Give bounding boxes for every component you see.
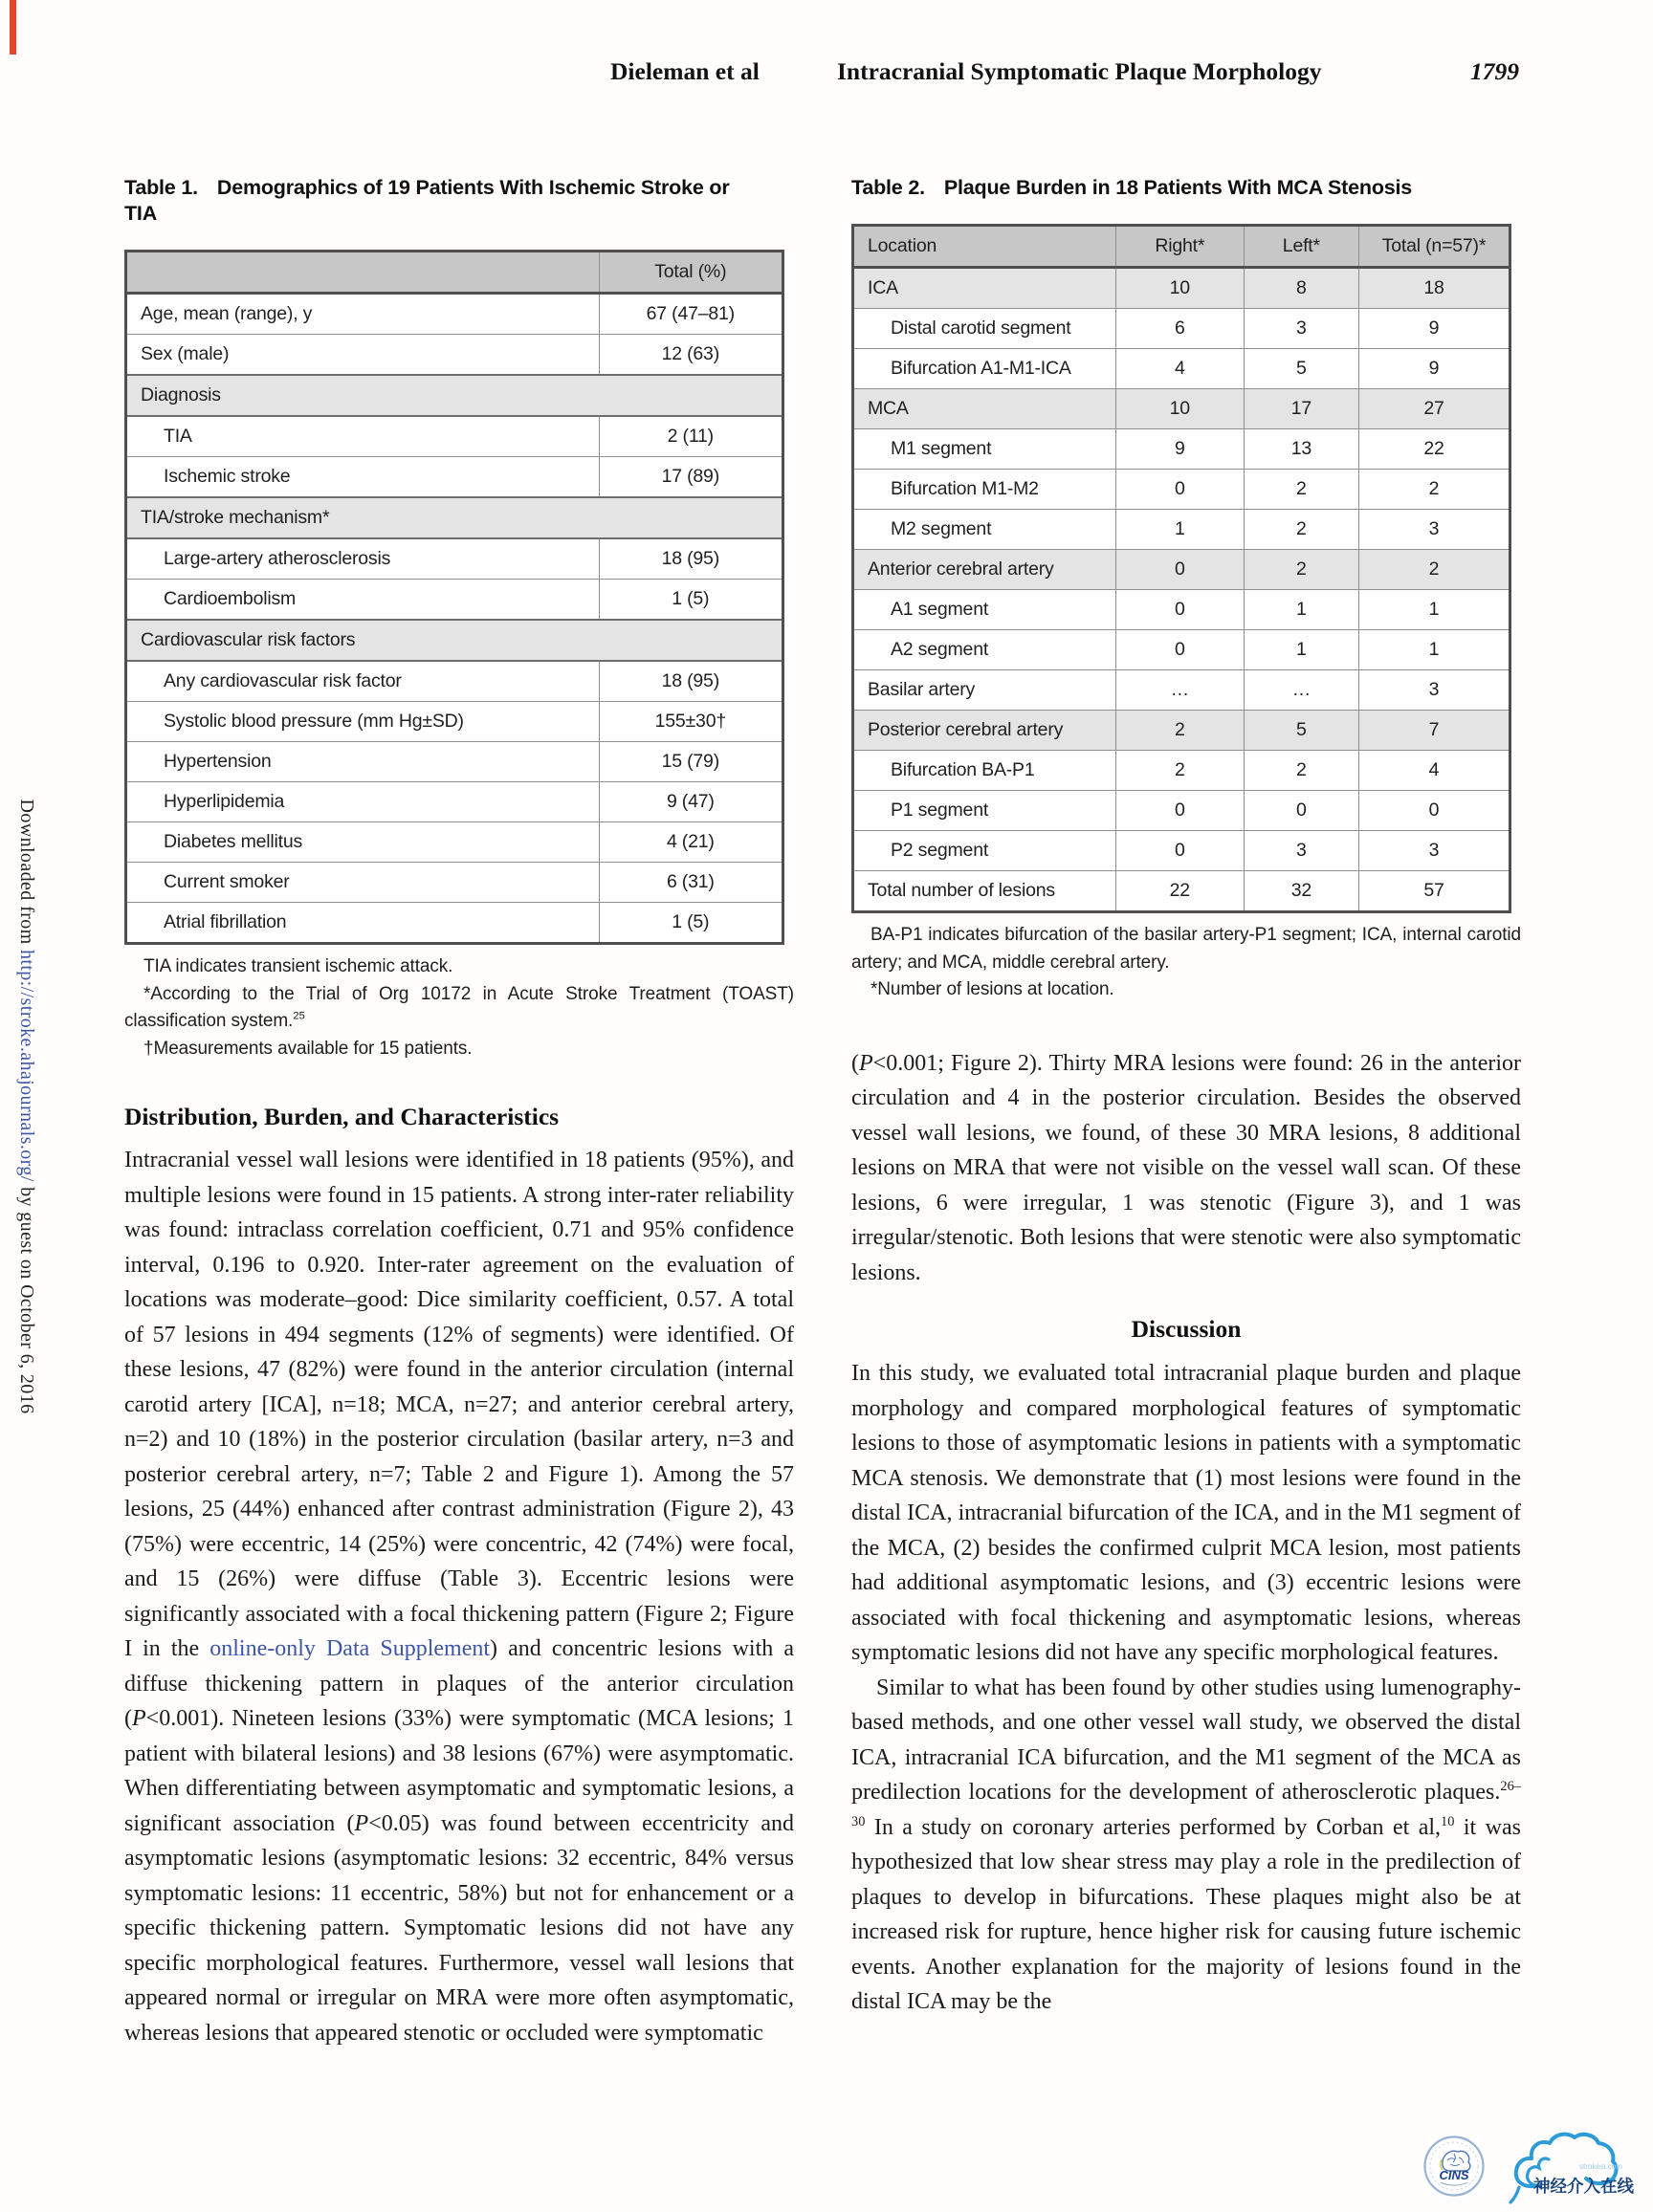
label-cell: Systolic blood pressure (mm Hg±SD) [126, 702, 600, 742]
left-column [124, 175, 794, 2050]
footnote: *Number of lesions at location. [871, 979, 1114, 999]
table-row [853, 429, 1510, 470]
value-cell: 4 (21) [599, 822, 782, 863]
table-row [126, 702, 783, 742]
table2-header-right: Right* [1115, 226, 1244, 268]
value-cell: 2 [1358, 550, 1510, 590]
label-cell: Posterior cerebral artery [853, 711, 1116, 751]
value-cell: 6 [1115, 309, 1244, 349]
svg-text:CINS: CINS [1439, 2167, 1469, 2182]
value-cell: 5 [1244, 349, 1358, 389]
table2-header-total: Total (n=57)* [1358, 226, 1510, 268]
value-cell: 1 [1244, 630, 1358, 670]
text-link[interactable]: online-only Data Supplement [209, 1636, 491, 1661]
table-row [126, 782, 783, 822]
value-cell: 1 (5) [599, 903, 782, 944]
table-row [126, 416, 783, 457]
table-row [853, 831, 1510, 871]
table1-header-blank [126, 252, 600, 294]
label-cell: Diabetes mellitus [126, 822, 600, 863]
value-cell: 2 (11) [599, 416, 782, 457]
value-cell: 0 [1115, 550, 1244, 590]
table1-title-text: Demographics of 19 Patients With Ischemic Stroke or TIA [124, 176, 730, 225]
download-notice-suffix: by guest on October 6, 2016 [16, 1181, 37, 1414]
table-row [853, 389, 1510, 429]
table-row [126, 903, 783, 944]
footer-logos [1422, 2127, 1647, 2209]
value-cell: 0 [1115, 630, 1244, 670]
label-cell: Bifurcation BA-P1 [853, 751, 1116, 791]
section-cell: Cardiovascular risk factors [126, 620, 783, 661]
table-row [126, 742, 783, 782]
value-cell: 1 [1358, 630, 1510, 670]
table-row [853, 630, 1510, 670]
table-row [126, 580, 783, 621]
label-cell: Any cardiovascular risk factor [126, 661, 600, 702]
value-cell: 0 [1244, 791, 1358, 831]
value-cell: 1 (5) [599, 580, 782, 621]
value-cell: 155±30† [599, 702, 782, 742]
value-cell: 2 [1244, 550, 1358, 590]
value-cell: 9 [1358, 309, 1510, 349]
table-row [126, 497, 783, 538]
value-cell: 3 [1358, 510, 1510, 550]
label-cell: ICA [853, 268, 1116, 309]
table-row [126, 661, 783, 702]
value-cell: … [1244, 670, 1358, 711]
reference-superscript: 25 [293, 1010, 305, 1022]
italic-text: P [354, 1810, 369, 1836]
label-cell: Age, mean (range), y [126, 294, 600, 335]
value-cell: 57 [1358, 871, 1510, 912]
value-cell: 22 [1358, 429, 1510, 470]
table2-title-text: Plaque Burden in 18 Patients With MCA Stenosis [943, 176, 1413, 199]
label-cell: M1 segment [853, 429, 1116, 470]
reference-superscript: 10 [1441, 1813, 1455, 1829]
footnote: †Measurements available for 15 patients. [143, 1038, 473, 1059]
body-paragraph: (P<0.001; Figure 2). Thirty MRA lesions were found: 26 in the anterior circulation and 4 in the posterior circulation. Besides the observed vessel wall lesions, we found, of these 30 MRA lesions, 8 additional lesions on MRA that were not visible on the vessel wall scan. Of these lesions, 6 were irregular, 1 was stenotic (Figure 3), and 1 was irregular/stenotic. Both lesions that were stenotic were also symptomatic lesions. [851, 1050, 1521, 1285]
label-cell: Anterior cerebral artery [853, 550, 1116, 590]
table-row [853, 871, 1510, 912]
label-cell: A2 segment [853, 630, 1116, 670]
label-cell: Current smoker [126, 863, 600, 903]
value-cell: 10 [1115, 389, 1244, 429]
table-row [126, 457, 783, 498]
value-cell: 1 [1244, 590, 1358, 630]
label-cell: Hypertension [126, 742, 600, 782]
table2-footnotes [851, 922, 1521, 1004]
running-head [124, 57, 1521, 90]
footnote: BA-P1 indicates bifurcation of the basilar artery-P1 segment; ICA, internal carotid artery; and MCA, middle cerebral artery. [851, 925, 1521, 973]
table-row [853, 268, 1510, 309]
body-paragraph: In this study, we evaluated total intracranial plaque burden and plaque morphology and compared morphological features of symptomatic lesions to those of asymptomatic lesions in patients with a symptomatic MCA stenosis. We demonstrate that (1) most lesions were found in the distal ICA, intracranial bifurcation of the ICA, and in the M1 segment of the MCA, (2) besides the confirmed culprit MCA lesion, most patients had additional asymptomatic lesions, and (3) eccentric lesions were associated with focal thickening and asymptomatic lesions, whereas symptomatic lesions did not have any specific morphological features. [851, 1361, 1521, 1665]
table2-header-row [853, 226, 1510, 268]
label-cell: Total number of lesions [853, 871, 1116, 912]
value-cell: 3 [1244, 831, 1358, 871]
table-row [853, 309, 1510, 349]
value-cell: 12 (63) [599, 335, 782, 376]
label-cell: Bifurcation M1-M2 [853, 470, 1116, 510]
reference-superscript: 26–30 [851, 1779, 1521, 1829]
logo-site-name: 神经介入在线 [1533, 2177, 1634, 2196]
label-cell: Large-artery atherosclerosis [126, 538, 600, 580]
label-cell: MCA [853, 389, 1116, 429]
value-cell: 2 [1115, 751, 1244, 791]
table-row [853, 791, 1510, 831]
value-cell: 17 [1244, 389, 1358, 429]
label-cell: Ischemic stroke [126, 457, 600, 498]
table1-header-row [126, 252, 783, 294]
table-row [853, 510, 1510, 550]
body-paragraph: Intracranial vessel wall lesions were identified in 18 patients (95%), and multiple lesions were found in 15 patients. A strong inter-rater reliability was found: intraclass correlation coefficient, 0.71 and 95% confidence interval, 0.196 to 0.920. Inter-rater agreement on the evaluation of locations was moderate–good: Dice similarity coefficient, 0.57. A total of 57 lesions in 494 segments (12% of segments) were identified. Of these lesions, 47 (82%) were found in the anterior circulation (internal carotid artery [ICA], n=18; MCA, n=27; and anterior cerebral artery, n=2) and 10 (18%) in the posterior circulation (basilar artery, n=3 and posterior cerebral artery, n=7; Table 2 and Figure 1). Among the 57 lesions, 25 (44%) enhanced after contrast administration (Figure 2), 43 (75%) were eccentric, 14 (25%) were concentric, 42 (74%) were focal, and 15 (26%) were diffuse (Table 3). Eccentric lesions were significantly associated with a focal thickening pattern (Figure 2; Figure I in the online-only Data Supplement) and concentric lesions with a diffuse thickening pattern in plaques of the anterior circulation (P<0.001). Nineteen lesions (33%) were symptomatic (MCA lesions; 1 patient with bilateral lesions) and 38 lesions (67%) were asymptomatic. When differentiating between asymptomatic and symptomatic lesions, a significant association (P<0.05) was found between eccentricity and asymptomatic lesions (asymptomatic lesions: 32 eccentric, 84% versus symptomatic lesions: 11 eccentric, 58%) but not for enhancement or a specific thickening pattern. Symptomatic lesions did not have any specific morphological features. Furthermore, vessel wall lesions that appeared normal or irregular on MRA were more often asymptomatic, whereas lesions that appeared stenotic or occluded were symptomatic [124, 1148, 794, 2046]
label-cell: Atrial fibrillation [126, 903, 600, 944]
table-row [853, 711, 1510, 751]
value-cell: 2 [1358, 470, 1510, 510]
value-cell: 6 (31) [599, 863, 782, 903]
neuro-intervention-online-logo-icon [1507, 2128, 1634, 2208]
value-cell: 2 [1244, 470, 1358, 510]
table1-footnotes [124, 953, 794, 1062]
value-cell: 3 [1244, 309, 1358, 349]
value-cell: 0 [1115, 590, 1244, 630]
running-head-authors: Dieleman et al [610, 57, 760, 85]
value-cell: 27 [1358, 389, 1510, 429]
label-cell: M2 segment [853, 510, 1116, 550]
label-cell: Bifurcation A1-M1-ICA [853, 349, 1116, 389]
value-cell: 13 [1244, 429, 1358, 470]
table1-title-label: Table 1. [124, 176, 198, 199]
label-cell: P2 segment [853, 831, 1116, 871]
italic-text: P [132, 1706, 146, 1731]
table-row [126, 294, 783, 335]
table-row [126, 538, 783, 580]
value-cell: 0 [1115, 831, 1244, 871]
table1-body [126, 294, 783, 944]
value-cell: 67 (47–81) [599, 294, 782, 335]
value-cell: 10 [1115, 268, 1244, 309]
value-cell: 3 [1358, 831, 1510, 871]
label-cell: P1 segment [853, 791, 1116, 831]
download-notice [15, 799, 37, 1413]
table1-header-total: Total (%) [599, 252, 782, 294]
value-cell: 18 (95) [599, 661, 782, 702]
section-heading-discussion: Discussion [1131, 1315, 1242, 1343]
section-heading-distribution: Distribution, Burden, and Characteristics [124, 1103, 560, 1130]
value-cell: … [1115, 670, 1244, 711]
table2 [851, 224, 1511, 913]
value-cell: 17 (89) [599, 457, 782, 498]
section-cell: TIA/stroke mechanism* [126, 497, 783, 538]
table-row [126, 863, 783, 903]
value-cell: 2 [1115, 711, 1244, 751]
value-cell: 2 [1244, 510, 1358, 550]
label-cell: Distal carotid segment [853, 309, 1116, 349]
label-cell: Hyperlipidemia [126, 782, 600, 822]
value-cell: 1 [1358, 590, 1510, 630]
page-number: 1799 [1470, 57, 1519, 85]
value-cell: 8 [1244, 268, 1358, 309]
table1 [124, 250, 784, 945]
table-row [126, 620, 783, 661]
value-cell: 3 [1358, 670, 1510, 711]
table2-header-left: Left* [1244, 226, 1358, 268]
table1-title [124, 175, 748, 227]
label-cell: Cardioembolism [126, 580, 600, 621]
value-cell: 32 [1244, 871, 1358, 912]
value-cell: 0 [1358, 791, 1510, 831]
value-cell: 9 [1115, 429, 1244, 470]
label-cell: TIA [126, 416, 600, 457]
table-row [853, 670, 1510, 711]
value-cell: 15 (79) [599, 742, 782, 782]
italic-text: P [859, 1050, 873, 1076]
value-cell: 9 [1358, 349, 1510, 389]
table-row [126, 822, 783, 863]
right-column [851, 175, 1521, 2020]
value-cell: 22 [1115, 871, 1244, 912]
value-cell: 0 [1115, 791, 1244, 831]
cins-society-logo-icon [1422, 2135, 1486, 2202]
download-notice-prefix: Downloaded from [16, 798, 37, 950]
value-cell: 7 [1358, 711, 1510, 751]
value-cell: 18 (95) [599, 538, 782, 580]
scan-red-mark [10, 0, 16, 55]
table2-title [851, 175, 1521, 201]
value-cell: 18 [1358, 268, 1510, 309]
value-cell: 0 [1115, 470, 1244, 510]
table-row [853, 550, 1510, 590]
table-row [126, 335, 783, 376]
label-cell: A1 segment [853, 590, 1116, 630]
table2-header-location: Location [853, 226, 1116, 268]
label-cell: Sex (male) [126, 335, 600, 376]
table-row [853, 751, 1510, 791]
table2-body [853, 268, 1510, 912]
value-cell: 4 [1115, 349, 1244, 389]
running-head-title: Intracranial Symptomatic Plaque Morphology [837, 57, 1322, 85]
value-cell: 5 [1244, 711, 1358, 751]
table-row [853, 470, 1510, 510]
logo-site-url: strokesi.com [1579, 2162, 1622, 2171]
section-cell: Diagnosis [126, 375, 783, 416]
table-row [126, 375, 783, 416]
value-cell: 4 [1358, 751, 1510, 791]
table-row [853, 590, 1510, 630]
body-paragraph: Similar to what has been found by other studies using lumenography-based methods, and one other vessel wall study, we observed the distal ICA, intracranial ICA bifurcation, and the M1 segment of the MCA as predilection locations for the development of atherosclerotic plaques.$^{26-30}$ In a study on coronary arteries performed by Corban et al,$^{10}$ it was hypothesized that low shear stress may play a role in the predilection of plaques to develop in bifurcations. These plaques might also be at increased risk for rupture, hence higher risk for causing future ischemic events. Another explanation for the majority of lesions found in the distal ICA may be the [851, 1675, 1521, 2014]
value-cell: 1 [1115, 510, 1244, 550]
value-cell: 9 (47) [599, 782, 782, 822]
label-cell: Basilar artery [853, 670, 1116, 711]
footnote: *According to the Trial of Org 10172 in Acute Stroke Treatment (TOAST) classification system.$^{25}$ [124, 983, 794, 1031]
table-row [853, 349, 1510, 389]
table2-title-label: Table 2. [851, 176, 925, 199]
journal-url-link[interactable]: http://stroke.ahajournals.org/ [16, 949, 37, 1182]
value-cell: 2 [1244, 751, 1358, 791]
footnote: TIA indicates transient ischemic attack. [143, 956, 453, 976]
